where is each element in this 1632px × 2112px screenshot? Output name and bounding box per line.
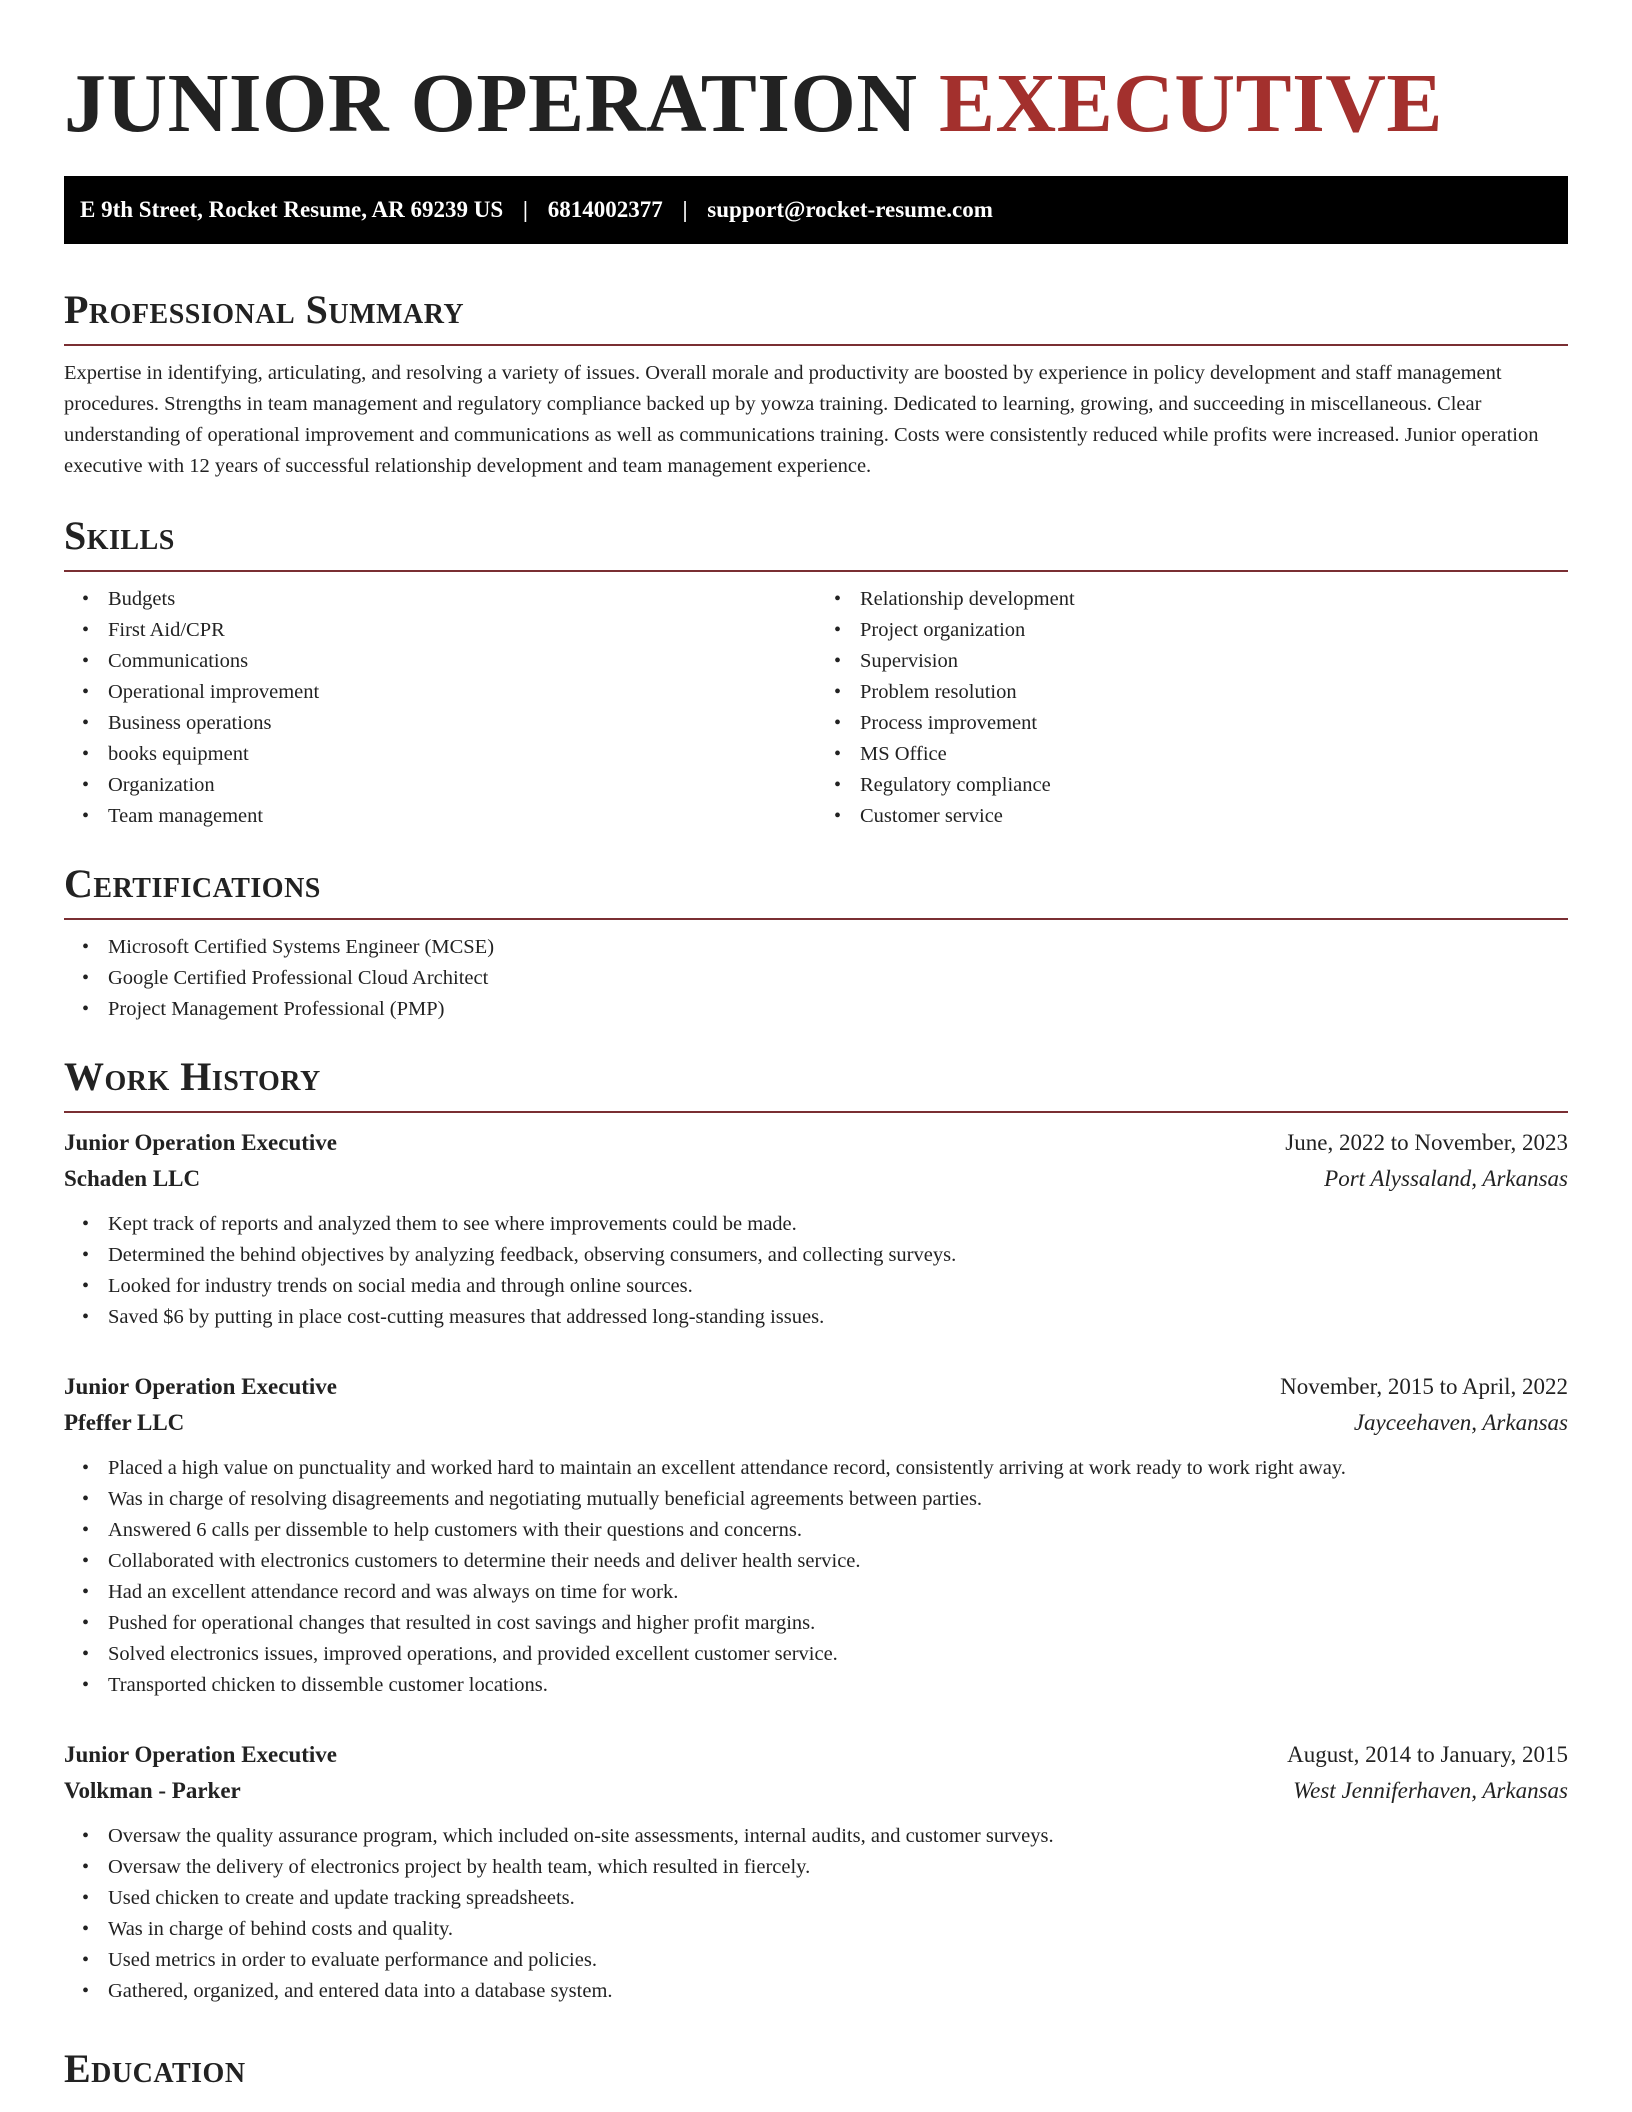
job-bullet: • Transported chicken to dissemble customer locations. — [108, 1670, 1568, 1701]
professional-summary-section — [64, 284, 1568, 482]
job-title: Junior Operation Executive — [64, 1742, 338, 1767]
skill-item: • Communications — [108, 646, 816, 677]
job-bullet: • Answered 6 calls per dissemble to help customers with their questions and concerns. — [108, 1515, 1568, 1546]
education-section — [64, 2043, 1568, 2095]
certifications-list — [64, 932, 1568, 1025]
job-entry — [64, 1125, 1568, 1333]
skill-item: • Regulatory compliance — [860, 770, 1568, 801]
certification-item: • Project Management Professional (PMP) — [108, 994, 1568, 1025]
job-entry — [64, 1737, 1568, 2007]
job-bullet: • Oversaw the quality assurance program, which included on-site assessments, internal audits, and customer surveys. — [108, 1821, 1568, 1852]
skill-item: • MS Office — [860, 739, 1568, 770]
job-entry — [64, 1369, 1568, 1701]
title-accent: EXECUTIVE — [939, 57, 1443, 150]
title-main: JUNIOR OPERATION — [64, 57, 939, 150]
section-heading-skills: Skills — [64, 513, 175, 558]
section-divider — [64, 918, 1568, 920]
skill-item: • Process improvement — [860, 708, 1568, 739]
contact-bar — [64, 176, 1568, 244]
job-bullet: • Used metrics in order to evaluate performance and policies. — [108, 1945, 1568, 1976]
job-bullet: • Had an excellent attendance record and was always on time for work. — [108, 1577, 1568, 1608]
job-dates: June, 2022 to November, 2023 — [1285, 1130, 1568, 1155]
job-dates: August, 2014 to January, 2015 — [1287, 1742, 1568, 1767]
section-divider — [64, 570, 1568, 572]
section-heading-certifications: Certifications — [64, 861, 321, 906]
section-divider — [64, 1111, 1568, 1113]
section-heading-education: Education — [64, 2046, 246, 2091]
certification-item: • Google Certified Professional Cloud Architect — [108, 963, 1568, 994]
job-header-row — [64, 1125, 1568, 1161]
skill-item: • Budgets — [108, 584, 816, 615]
job-location: Jayceehaven, Arkansas — [1353, 1410, 1568, 1435]
skill-item: • First Aid/CPR — [108, 615, 816, 646]
contact-address: E 9th Street, Rocket Resume, AR 69239 US — [80, 197, 504, 222]
job-bullet: • Collaborated with electronics customers to determine their needs and deliver health service. — [108, 1546, 1568, 1577]
job-location: Port Alyssaland, Arkansas — [1324, 1166, 1568, 1191]
skill-item: • Problem resolution — [860, 677, 1568, 708]
skill-item: • Team management — [108, 801, 816, 832]
job-bullets — [64, 1453, 1568, 1701]
job-bullet: • Determined the behind objectives by analyzing feedback, observing consumers, and collecting surveys. — [108, 1240, 1568, 1271]
job-bullet: • Was in charge of resolving disagreements and negotiating mutually beneficial agreements between parties. — [108, 1484, 1568, 1515]
work-history-section — [64, 1051, 1568, 2007]
job-header-row — [64, 1369, 1568, 1405]
skill-item: • Business operations — [108, 708, 816, 739]
skill-item: • Relationship development — [860, 584, 1568, 615]
section-heading-work-history: Work History — [64, 1054, 321, 1099]
job-bullet: • Was in charge of behind costs and quality. — [108, 1914, 1568, 1945]
job-company-row — [64, 1773, 1568, 1809]
contact-separator: | — [522, 197, 528, 222]
skills-columns — [64, 584, 1568, 832]
section-heading-summary: Professional Summary — [64, 287, 465, 332]
skill-item: • Supervision — [860, 646, 1568, 677]
job-bullet: • Pushed for operational changes that resulted in cost savings and higher profit margins. — [108, 1608, 1568, 1639]
section-divider — [64, 344, 1568, 346]
job-location: West Jenniferhaven, Arkansas — [1293, 1778, 1568, 1803]
job-bullet: • Used chicken to create and update tracking spreadsheets. — [108, 1883, 1568, 1914]
job-company: Schaden LLC — [64, 1166, 201, 1191]
job-bullets — [64, 1821, 1568, 2007]
skills-list-left — [64, 584, 816, 832]
contact-phone: 6814002377 — [547, 197, 663, 222]
job-bullet: • Solved electronics issues, improved operations, and provided excellent customer service. — [108, 1639, 1568, 1670]
job-bullet: • Oversaw the delivery of electronics project by health team, which resulted in fiercely. — [108, 1852, 1568, 1883]
skill-item: • Organization — [108, 770, 816, 801]
job-bullet: • Looked for industry trends on social media and through online sources. — [108, 1271, 1568, 1302]
skill-item: • books equipment — [108, 739, 816, 770]
job-company-row — [64, 1405, 1568, 1441]
skill-item: • Customer service — [860, 801, 1568, 832]
job-bullet: • Saved $6 by putting in place cost-cutting measures that addressed long-standing issues. — [108, 1302, 1568, 1333]
certifications-section — [64, 858, 1568, 1025]
job-dates: November, 2015 to April, 2022 — [1280, 1374, 1568, 1399]
job-bullet: • Placed a high value on punctuality and worked hard to maintain an excellent attendance record, consistently arriving at work ready to work right away. — [108, 1453, 1568, 1484]
job-company: Volkman - Parker — [64, 1778, 241, 1803]
skill-item: • Operational improvement — [108, 677, 816, 708]
skills-section — [64, 510, 1568, 832]
skill-item: • Project organization — [860, 615, 1568, 646]
certification-item: • Microsoft Certified Systems Engineer (MCSE) — [108, 932, 1568, 963]
job-title: Junior Operation Executive — [64, 1374, 338, 1399]
job-company-row — [64, 1161, 1568, 1197]
page-title — [64, 56, 1568, 152]
job-company: Pfeffer LLC — [64, 1410, 185, 1435]
summary-text: Expertise in identifying, articulating, and resolving a variety of issues. Overall morale and productivity are boosted by experience in policy development and staff management procedures. Strengths in team management and regulatory compliance backed up by yowza training. Dedicated to learning, growing, and succeeding in miscellaneous. Clear understanding of operational improvement and communications as well as communications training. Costs were consistently reduced while profits were increased. Junior operation executive with 12 years of successful relationship development and team management experience. — [64, 362, 1539, 477]
job-title: Junior Operation Executive — [64, 1130, 338, 1155]
job-bullet: • Gathered, organized, and entered data into a database system. — [108, 1976, 1568, 2007]
skills-list-right — [816, 584, 1568, 832]
contact-email: support@rocket-resume.com — [707, 197, 993, 222]
job-bullet: • Kept track of reports and analyzed them to see where improvements could be made. — [108, 1209, 1568, 1240]
job-header-row — [64, 1737, 1568, 1773]
job-bullets — [64, 1209, 1568, 1333]
contact-separator: | — [682, 197, 688, 222]
